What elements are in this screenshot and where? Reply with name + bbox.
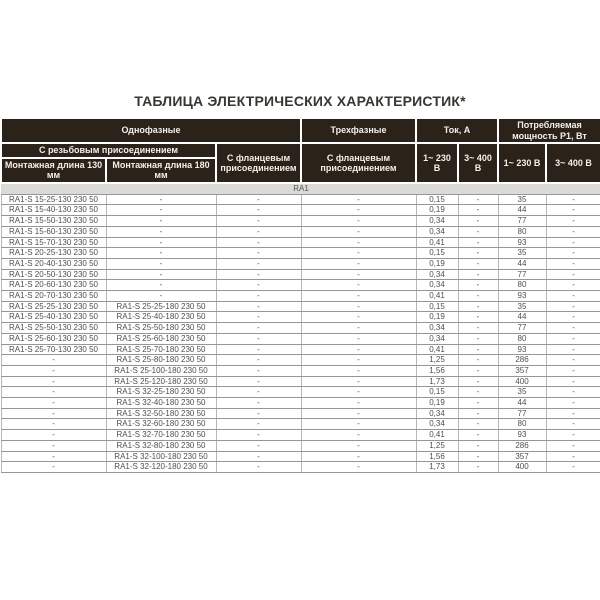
- table-cell: -: [458, 301, 498, 312]
- table-cell: RA1-S 25-120-180 230 50: [106, 376, 216, 387]
- table-row: [1, 398, 600, 409]
- table-row: [1, 419, 600, 430]
- table-cell: -: [301, 301, 416, 312]
- table-cell: -: [301, 398, 416, 409]
- table-cell: -: [106, 216, 216, 227]
- table-cell: -: [216, 387, 301, 398]
- table-cell: -: [301, 205, 416, 216]
- table-cell: -: [458, 291, 498, 302]
- header-mount-length-130: Монтажная длина 130 мм: [1, 158, 106, 183]
- table-cell: -: [458, 312, 498, 323]
- header-mount-length-180: Монтажная длина 180 мм: [106, 158, 216, 183]
- table-cell: -: [458, 216, 498, 227]
- table-cell: RA1-S 25-25-130 230 50: [1, 301, 106, 312]
- table-cell: -: [216, 462, 301, 473]
- table-row: [1, 387, 600, 398]
- table-cell: -: [216, 269, 301, 280]
- table-cell: -: [546, 376, 600, 387]
- table-cell: 0,41: [416, 430, 458, 441]
- table-row: [1, 376, 600, 387]
- table-cell: -: [301, 226, 416, 237]
- table-cell: -: [216, 376, 301, 387]
- table-cell: -: [216, 419, 301, 430]
- table-cell: -: [546, 205, 600, 216]
- table-cell: -: [546, 301, 600, 312]
- table-cell: 35: [498, 301, 546, 312]
- table-cell: RA1-S 20-70-130 230 50: [1, 291, 106, 302]
- table-cell: RA1-S 25-60-130 230 50: [1, 333, 106, 344]
- table-cell: RA1-S 25-50-180 230 50: [106, 323, 216, 334]
- table-cell: 0,15: [416, 248, 458, 259]
- table-cell: -: [546, 408, 600, 419]
- table-cell: -: [301, 365, 416, 376]
- table-cell: -: [546, 344, 600, 355]
- table-cell: 0,41: [416, 344, 458, 355]
- table-cell: -: [301, 333, 416, 344]
- table-cell: -: [216, 408, 301, 419]
- table-cell: 77: [498, 216, 546, 227]
- table-cell: RA1-S 32-100-180 230 50: [106, 451, 216, 462]
- table-cell: RA1-S 15-25-130 230 50: [1, 194, 106, 205]
- table-cell: -: [458, 419, 498, 430]
- table-cell: 0,34: [416, 323, 458, 334]
- table-cell: -: [301, 344, 416, 355]
- table-cell: -: [458, 205, 498, 216]
- table-cell: 1,56: [416, 365, 458, 376]
- table-cell: -: [1, 398, 106, 409]
- table-cell: -: [458, 194, 498, 205]
- table-cell: -: [546, 248, 600, 259]
- table-cell: -: [301, 419, 416, 430]
- table-cell: -: [546, 355, 600, 366]
- table-cell: -: [106, 248, 216, 259]
- table-cell: 0,15: [416, 387, 458, 398]
- table-cell: RA1-S 32-50-180 230 50: [106, 408, 216, 419]
- table-cell: -: [1, 430, 106, 441]
- table-cell: -: [458, 258, 498, 269]
- table-cell: 1,73: [416, 462, 458, 473]
- table-cell: -: [546, 451, 600, 462]
- table-cell: RA1-S 15-40-130 230 50: [1, 205, 106, 216]
- table-cell: 80: [498, 333, 546, 344]
- table-row: [1, 269, 600, 280]
- table-cell: -: [106, 269, 216, 280]
- table-cell: -: [546, 365, 600, 376]
- table-cell: -: [1, 419, 106, 430]
- table-cell: -: [301, 194, 416, 205]
- table-cell: -: [1, 440, 106, 451]
- table-cell: -: [216, 226, 301, 237]
- table-cell: -: [546, 430, 600, 441]
- table-cell: 0,19: [416, 398, 458, 409]
- table-header: [1, 118, 600, 183]
- table-cell: -: [546, 398, 600, 409]
- table-cell: RA1-S 25-70-180 230 50: [106, 344, 216, 355]
- table-cell: -: [106, 258, 216, 269]
- table-cell: -: [301, 248, 416, 259]
- table-cell: -: [546, 323, 600, 334]
- table-cell: -: [106, 291, 216, 302]
- table-cell: -: [458, 430, 498, 441]
- table-row: [1, 462, 600, 473]
- header-flange-single: С фланцевым присоединением: [216, 143, 301, 183]
- table-row: [1, 205, 600, 216]
- table-cell: 0,19: [416, 205, 458, 216]
- table-cell: -: [216, 291, 301, 302]
- table-cell: -: [106, 194, 216, 205]
- table-cell: -: [216, 451, 301, 462]
- table-cell: 80: [498, 226, 546, 237]
- table-cell: 0,34: [416, 408, 458, 419]
- header-current-400: 3~ 400 В: [458, 143, 498, 183]
- table-cell: -: [301, 323, 416, 334]
- table-cell: -: [546, 462, 600, 473]
- table-row: [1, 344, 600, 355]
- table-cell: RA1-S 25-80-180 230 50: [106, 355, 216, 366]
- table-row: [1, 237, 600, 248]
- table-cell: RA1-S 20-60-130 230 50: [1, 280, 106, 291]
- table-cell: -: [216, 430, 301, 441]
- table-row: [1, 365, 600, 376]
- table-cell: 1,73: [416, 376, 458, 387]
- table-cell: -: [1, 365, 106, 376]
- table-cell: -: [301, 280, 416, 291]
- table-cell: -: [216, 280, 301, 291]
- table-cell: RA1-S 32-25-180 230 50: [106, 387, 216, 398]
- table-cell: -: [546, 312, 600, 323]
- table-cell: 0,41: [416, 237, 458, 248]
- table-cell: -: [301, 451, 416, 462]
- table-cell: 77: [498, 269, 546, 280]
- table-cell: -: [458, 440, 498, 451]
- table-cell: RA1-S 32-40-180 230 50: [106, 398, 216, 409]
- table-cell: -: [458, 344, 498, 355]
- table-cell: 286: [498, 355, 546, 366]
- header-flange-three: С фланцевым присоединением: [301, 143, 416, 183]
- table-cell: -: [1, 355, 106, 366]
- table-cell: -: [301, 237, 416, 248]
- table-cell: -: [458, 323, 498, 334]
- table-cell: 1,25: [416, 355, 458, 366]
- table-cell: 286: [498, 440, 546, 451]
- table-body: [1, 183, 600, 473]
- table-row: [1, 301, 600, 312]
- table-cell: RA1-S 15-60-130 230 50: [1, 226, 106, 237]
- table-cell: -: [458, 226, 498, 237]
- table-cell: 44: [498, 398, 546, 409]
- table-cell: RA1-S 15-50-130 230 50: [1, 216, 106, 227]
- table-cell: -: [216, 365, 301, 376]
- table-row: [1, 248, 600, 259]
- table-cell: -: [546, 333, 600, 344]
- header-current-230: 1~ 230 В: [416, 143, 458, 183]
- table-cell: -: [458, 387, 498, 398]
- table-cell: -: [458, 408, 498, 419]
- table-cell: RA1-S 25-50-130 230 50: [1, 323, 106, 334]
- table-cell: 35: [498, 387, 546, 398]
- table-row: [1, 355, 600, 366]
- table-cell: -: [546, 258, 600, 269]
- table-cell: -: [301, 387, 416, 398]
- table-cell: 1,25: [416, 440, 458, 451]
- table-cell: -: [546, 216, 600, 227]
- table-cell: -: [106, 280, 216, 291]
- table-cell: RA1-S 32-120-180 230 50: [106, 462, 216, 473]
- table-row: [1, 323, 600, 334]
- table-cell: 0,34: [416, 333, 458, 344]
- table-cell: 0,34: [416, 269, 458, 280]
- table-cell: 93: [498, 291, 546, 302]
- table-cell: RA1-S 25-100-180 230 50: [106, 365, 216, 376]
- table-cell: -: [458, 376, 498, 387]
- group-label: RA1: [1, 183, 600, 195]
- header-threaded-connection: С резьбовым присоединением: [1, 143, 216, 158]
- table-cell: 80: [498, 419, 546, 430]
- table-cell: -: [546, 419, 600, 430]
- table-cell: 0,41: [416, 291, 458, 302]
- table-row: [1, 430, 600, 441]
- table-cell: 44: [498, 312, 546, 323]
- table-cell: -: [301, 440, 416, 451]
- table-row: [1, 451, 600, 462]
- table-cell: -: [216, 398, 301, 409]
- table-cell: -: [458, 365, 498, 376]
- table-cell: -: [301, 258, 416, 269]
- table-cell: -: [301, 291, 416, 302]
- table-row: [1, 280, 600, 291]
- table-cell: -: [301, 216, 416, 227]
- table-cell: -: [106, 237, 216, 248]
- table-cell: 35: [498, 194, 546, 205]
- table-cell: 0,34: [416, 419, 458, 430]
- table-cell: RA1-S 20-40-130 230 50: [1, 258, 106, 269]
- table-cell: 80: [498, 280, 546, 291]
- table-cell: RA1-S 25-70-130 230 50: [1, 344, 106, 355]
- table-cell: -: [216, 258, 301, 269]
- page-title: ТАБЛИЦА ЭЛЕКТРИЧЕСКИХ ХАРАКТЕРИСТИК*: [134, 93, 466, 109]
- table-cell: -: [301, 430, 416, 441]
- table-cell: 0,34: [416, 216, 458, 227]
- table-cell: RA1-S 20-50-130 230 50: [1, 269, 106, 280]
- table-cell: -: [1, 451, 106, 462]
- table-row: [1, 333, 600, 344]
- table-row: [1, 291, 600, 302]
- table-row: [1, 216, 600, 227]
- table-row: [1, 258, 600, 269]
- table-cell: -: [301, 408, 416, 419]
- table-row: [1, 408, 600, 419]
- table-cell: -: [301, 312, 416, 323]
- table-cell: 357: [498, 451, 546, 462]
- table-cell: 77: [498, 408, 546, 419]
- table-cell: -: [458, 333, 498, 344]
- table-cell: -: [216, 323, 301, 334]
- table-cell: -: [458, 398, 498, 409]
- table-cell: 0,15: [416, 194, 458, 205]
- table-cell: -: [301, 376, 416, 387]
- table-cell: -: [1, 408, 106, 419]
- table-cell: RA1-S 20-25-130 230 50: [1, 248, 106, 259]
- table-cell: -: [216, 312, 301, 323]
- group-row: [1, 183, 600, 195]
- table-cell: -: [1, 376, 106, 387]
- table-cell: -: [546, 440, 600, 451]
- table-cell: -: [216, 205, 301, 216]
- table-cell: RA1-S 25-40-130 230 50: [1, 312, 106, 323]
- table-cell: RA1-S 25-25-180 230 50: [106, 301, 216, 312]
- table-cell: -: [458, 269, 498, 280]
- table-cell: -: [458, 355, 498, 366]
- table-cell: -: [216, 355, 301, 366]
- table-cell: -: [216, 301, 301, 312]
- table-cell: RA1-S 32-80-180 230 50: [106, 440, 216, 451]
- table-cell: 93: [498, 237, 546, 248]
- header-power-230: 1~ 230 В: [498, 143, 546, 183]
- table-row: [1, 440, 600, 451]
- table-cell: -: [216, 237, 301, 248]
- table-cell: -: [458, 280, 498, 291]
- table-cell: 400: [498, 376, 546, 387]
- table-cell: -: [106, 226, 216, 237]
- table-cell: 35: [498, 248, 546, 259]
- table-cell: -: [1, 462, 106, 473]
- table-cell: 400: [498, 462, 546, 473]
- header-current: Ток, А: [416, 118, 498, 143]
- table-cell: RA1-S 25-60-180 230 50: [106, 333, 216, 344]
- table-cell: 93: [498, 344, 546, 355]
- table-cell: -: [458, 451, 498, 462]
- table-cell: -: [458, 248, 498, 259]
- table-cell: RA1-S 32-70-180 230 50: [106, 430, 216, 441]
- header-power: Потребляемая мощность Р1, Вт: [498, 118, 600, 143]
- table-cell: -: [546, 387, 600, 398]
- table-cell: 0,34: [416, 226, 458, 237]
- table-cell: 93: [498, 430, 546, 441]
- table-cell: -: [546, 194, 600, 205]
- table-cell: -: [216, 333, 301, 344]
- table-cell: -: [216, 248, 301, 259]
- table-cell: -: [1, 387, 106, 398]
- table-cell: -: [301, 269, 416, 280]
- table-cell: -: [216, 440, 301, 451]
- table-cell: RA1-S 15-70-130 230 50: [1, 237, 106, 248]
- table-cell: RA1-S 25-40-180 230 50: [106, 312, 216, 323]
- table-cell: 77: [498, 323, 546, 334]
- characteristics-table: [0, 117, 600, 473]
- table-cell: -: [216, 216, 301, 227]
- table-cell: -: [216, 344, 301, 355]
- table-cell: -: [458, 462, 498, 473]
- table-cell: -: [301, 355, 416, 366]
- table-cell: 357: [498, 365, 546, 376]
- table-cell: -: [546, 226, 600, 237]
- table-row: [1, 312, 600, 323]
- table-cell: -: [106, 205, 216, 216]
- header-power-400: 3~ 400 В: [546, 143, 600, 183]
- table-cell: -: [546, 280, 600, 291]
- table-cell: 0,19: [416, 258, 458, 269]
- table-cell: -: [546, 269, 600, 280]
- table-cell: -: [458, 237, 498, 248]
- table-cell: -: [546, 237, 600, 248]
- header-single-phase: Однофазные: [1, 118, 301, 143]
- table-row: [1, 194, 600, 205]
- table-cell: 0,34: [416, 280, 458, 291]
- table-cell: 0,19: [416, 312, 458, 323]
- table-cell: -: [546, 291, 600, 302]
- header-three-phase: Трехфазные: [301, 118, 416, 143]
- table-row: [1, 226, 600, 237]
- table-cell: RA1-S 32-60-180 230 50: [106, 419, 216, 430]
- table-cell: -: [216, 194, 301, 205]
- table-cell: 0,15: [416, 301, 458, 312]
- table-cell: 44: [498, 258, 546, 269]
- table-cell: 1,56: [416, 451, 458, 462]
- table-cell: 44: [498, 205, 546, 216]
- table-cell: -: [301, 462, 416, 473]
